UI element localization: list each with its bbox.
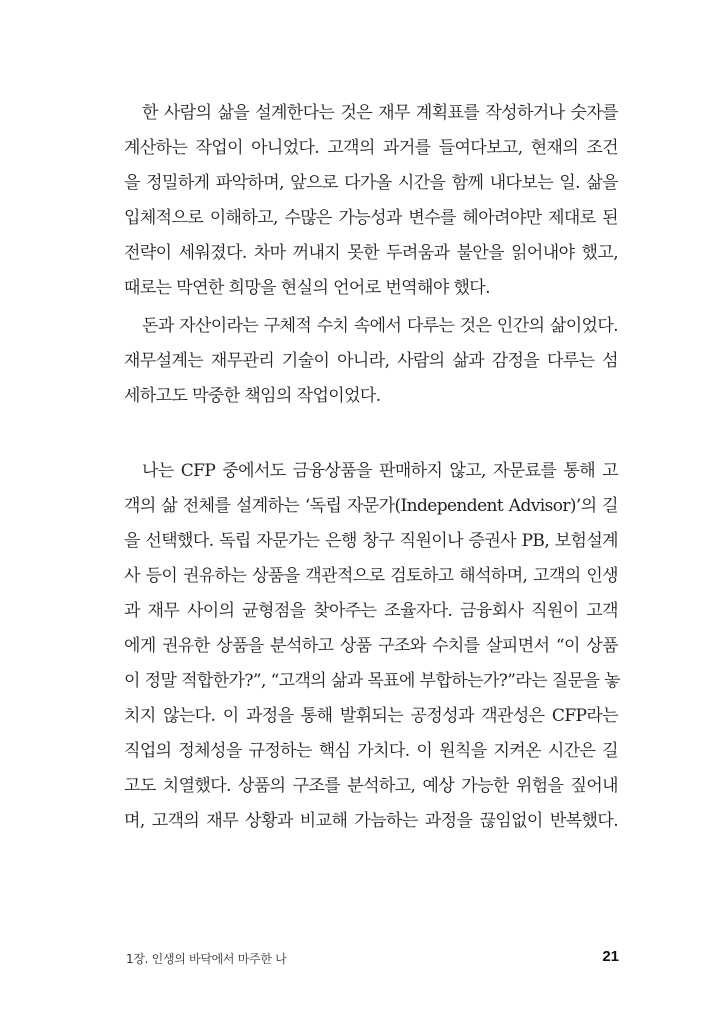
running-footer-chapter-title: 1장. 인생의 바닥에서 마주한 나 [126,952,287,966]
text-line: 이 정말 적합한가?”, “고객의 삶과 목표에 부합하는가?”라는 질문을 놓 [124,671,620,691]
text-line: 전략이 세워졌다. 차마 꺼내지 못한 두려움과 불안을 읽어내야 했고, [124,243,618,263]
text-line: 세하고도 막중한 책임의 작업이었다. [124,386,381,406]
text-line: 직업의 정체성을 규정하는 핵심 가치다. 이 원칙을 지켜온 시간은 길 [124,741,618,761]
page-number: 21 [602,948,619,965]
text-line: 치지 않는다. 이 과정을 통해 발휘되는 공정성과 객관성은 CFP라는 [124,706,618,726]
text-line: 계산하는 작업이 아니었다. 고객의 과거를 들여다보고, 현재의 조건 [124,138,618,158]
text-line: 재무설계는 재무관리 기술이 아니라, 사람의 삶과 감정을 다루는 섬 [124,351,618,371]
text-line: 사 등이 권유하는 상품을 객관적으로 검토하고 해석하며, 고객의 인생 [124,566,618,586]
text-line: 나는 CFP 중에서도 금융상품을 판매하지 않고, 자문료를 통해 고 [142,461,618,481]
text-line: 을 정밀하게 파악하며, 앞으로 다가올 시간을 함께 내다보는 일. 삶을 [124,173,618,193]
text-line: 때로는 막연한 희망을 현실의 언어로 번역해야 했다. [124,278,490,298]
text-line: 돈과 자산이라는 구체적 수치 속에서 다루는 것은 인간의 삶이었다. [142,316,618,336]
text-line: 객의 삶 전체를 설계하는 ‘독립 자문가(Independent Advisor)’의 길 [124,496,618,516]
text-line: 고도 치열했다. 상품의 구조를 분석하고, 예상 가능한 위험을 짚어내 [124,776,618,796]
text-line: 며, 고객의 재무 상황과 비교해 가늠하는 과정을 끊임없이 반복했다. [124,811,618,831]
text-line: 한 사람의 삶을 설계한다는 것은 재무 계획표를 작성하거나 숫자를 [142,103,618,123]
text-line: 을 선택했다. 독립 자문가는 은행 창구 직원이나 증권사 PB, 보험설계 [124,531,618,551]
text-line: 입체적으로 이해하고, 수많은 가능성과 변수를 헤아려야만 제대로 된 [124,208,618,228]
text-line: 에게 권유한 상품을 분석하고 상품 구조와 수치를 살피면서 “이 상품 [124,636,618,656]
text-line: 과 재무 사이의 균형점을 찾아주는 조율자다. 금융회사 직원이 고객 [124,601,618,621]
